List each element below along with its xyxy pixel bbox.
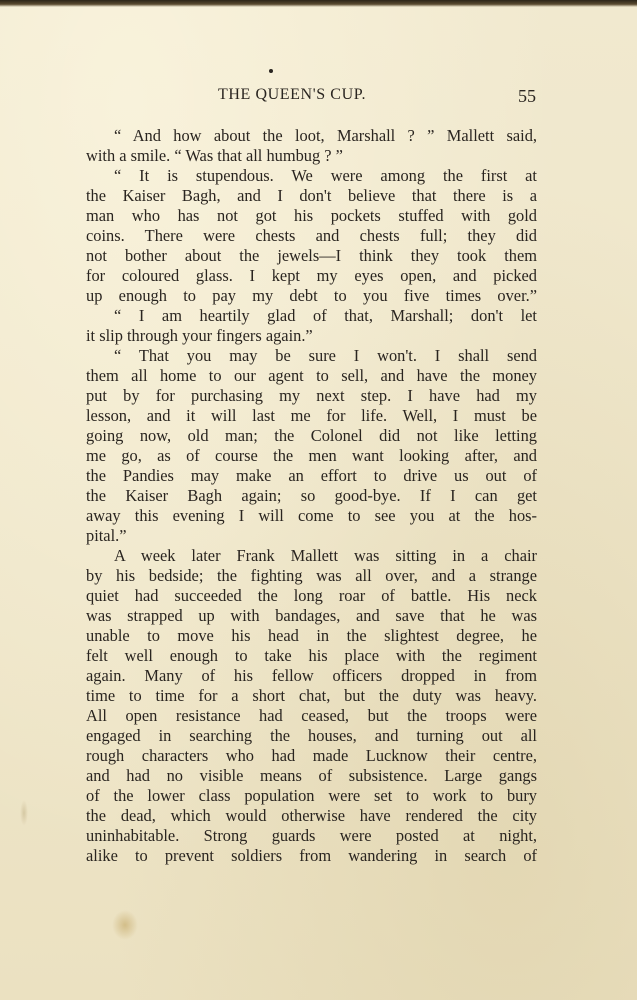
text-line: quiet had succeeded the long roar of battle. His neck [86,586,537,605]
text-line: uninhabitable. Strong guards were posted at night, [86,826,537,845]
text-line: it slip through your fingers again.” [86,326,313,345]
text-line: the Kaiser Bagh, and I don't believe that there is a [86,186,537,205]
text-line: by his bedside; the fighting was all over, and a strange [86,566,537,585]
text-line: them all home to our agent to sell, and have the money [86,366,537,385]
text-line: time to time for a short chat, but the duty was heavy. [86,686,537,705]
text-line: felt well enough to take his place with the regiment [86,646,537,665]
text-line: unable to move his head in the slightest degree, he [86,626,537,645]
running-head: THE QUEEN'S CUP. [218,86,367,103]
text-line: me go, as of course the men want looking after, and [86,446,537,465]
text-line: “ I am heartily glad of that, Marshall; don't let [114,306,537,325]
text-line: was strapped up with bandages, and save that he was [86,606,537,625]
text-line: “ That you may be sure I won't. I shall send [114,346,537,365]
text-line: alike to prevent soldiers from wandering in search of [86,846,537,865]
text-line: All open resistance had ceased, but the troops were [86,706,537,725]
text-line: and had no visible means of subsistence. Large gangs [86,766,537,785]
text-line: away this evening I will come to see you at the hos- [86,506,537,525]
text-line: not bother about the jewels—I think they took them [86,246,537,265]
text-line: the Pandies may make an effort to drive us out of [86,466,537,485]
text-line: of the lower class population were set to work to bury [86,786,537,805]
text-line: pital.” [86,526,127,545]
text-line: engaged in searching the houses, and turning out all [86,726,537,745]
text-line: going now, old man; the Colonel did not like letting [86,426,537,445]
paper-stain [112,910,138,940]
paper-smudge [20,800,28,826]
page-number: 55 [518,86,536,106]
text-line: rough characters who had made Lucknow their centre, [86,746,537,765]
text-line: “ And how about the loot, Marshall ? ” Mallett said, [114,126,537,145]
text-line: for coloured glass. I kept my eyes open, and picked [86,266,537,285]
text-line: man who has not got his pockets stuffed with gold [86,206,537,225]
text-line: up enough to pay my debt to you five times over.” [86,286,537,305]
text-line: A week later Frank Mallett was sitting in a chair [114,546,537,565]
text-line: coins. There were chests and chests full; they did [86,226,537,245]
text-line: again. Many of his fellow officers dropped in from [86,666,537,685]
header-dot [269,69,273,73]
text-line: with a smile. “ Was that all humbug ? ” [86,146,343,165]
text-line: the Kaiser Bagh again; so good-bye. If I can get [86,486,537,505]
text-line: put by for purchasing my next step. I have had my [86,386,537,405]
page-top-edge [0,0,637,7]
text-line: lesson, and it will last me for life. Well, I must be [86,406,537,425]
text-line: the dead, which would otherwise have rendered the city [86,806,537,825]
text-line: “ It is stupendous. We were among the first at [114,166,537,185]
